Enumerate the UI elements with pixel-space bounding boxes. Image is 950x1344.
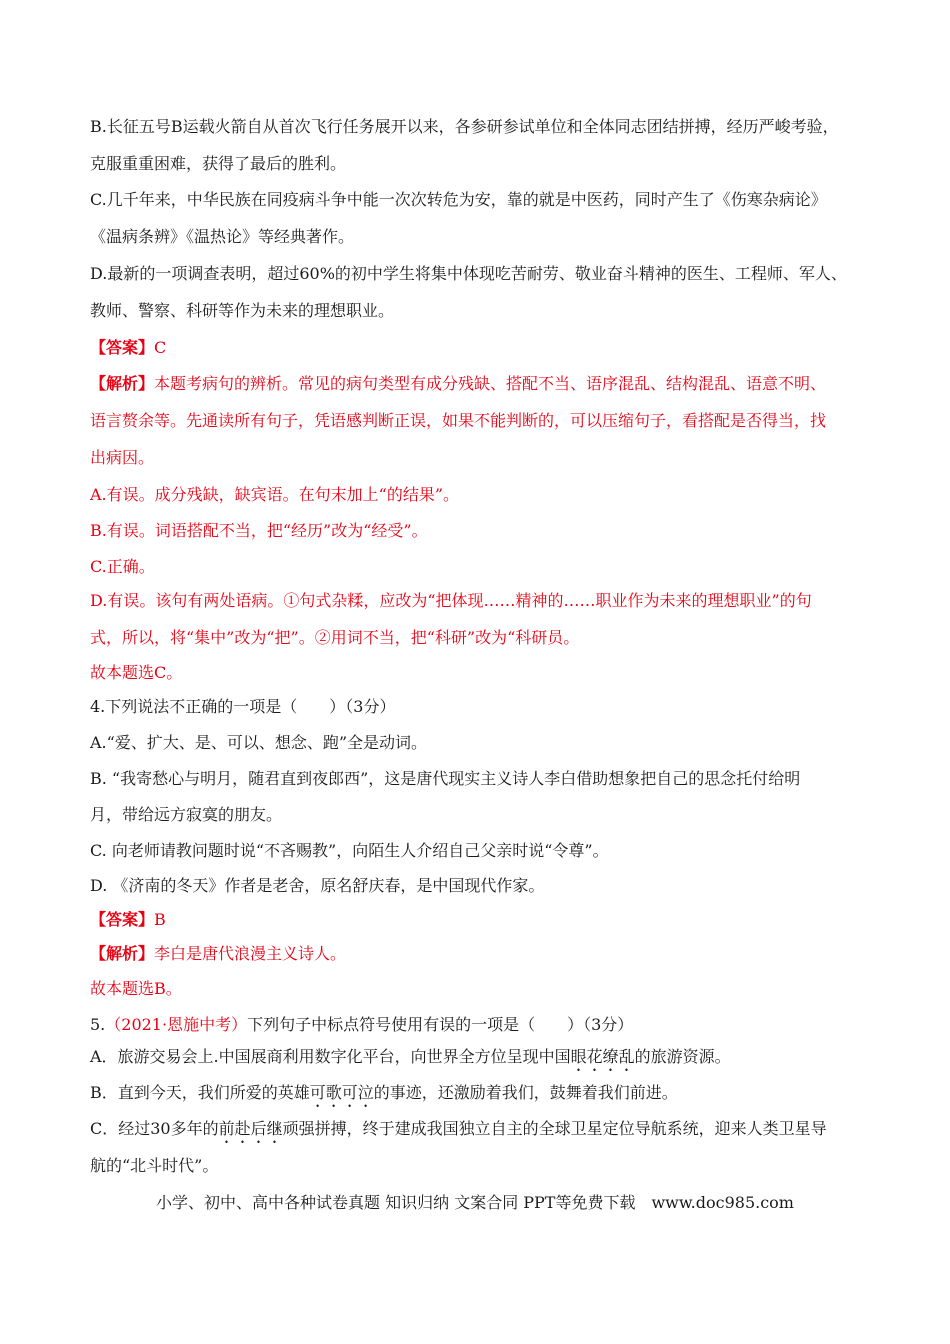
q3-analysis-line3: 出病因。: [90, 448, 155, 467]
q3-option-b-line1: B.长征五号B运载火箭自从首次飞行任务展开以来，各参研参试单位和全体同志团结拼搏，经历严峻考验，: [90, 117, 839, 136]
q4-option-c: C. 向老师请教问题时说“不吝赐教”，向陌生人介绍自己父亲时说“令尊”。: [90, 841, 609, 860]
q5-option-c-line2: 航的“北斗时代”。: [90, 1156, 219, 1175]
q3-option-c-line2: 《温病条辨》《温热论》等经典著作。: [90, 227, 355, 246]
analysis-text: 本题考病句的辨析。常见的病句类型有成分残缺、搭配不当、语序混乱、结构混乱、语意不明、: [154, 374, 827, 393]
q3-analysis-d-line1: D.有误。该句有两处语病。①句式杂糅，应改为“把体现……精神的……职业作为未来的理想职业”的句: [90, 591, 812, 610]
q4-answer: [90, 910, 166, 930]
answer-tag: 【答案】: [90, 910, 155, 929]
question-source: （2021·恩施中考）: [105, 1015, 248, 1034]
option-text: C．经过30多年的: [90, 1119, 219, 1138]
q3-option-d-line2: 教师、警察、科研等作为未来的理想职业。: [90, 301, 395, 320]
option-text-end: 的旅游资源。: [634, 1047, 731, 1066]
emphasized-phrase: 可歌可泣: [309, 1083, 374, 1102]
answer-value: C: [154, 338, 167, 357]
q4-option-a: A.“爱、扩大、是、可以、想念、跑”全是动词。: [90, 733, 428, 752]
option-text-end: 的事迹，还激励着我们，鼓舞着我们前进。: [373, 1083, 678, 1102]
analysis-tag: 【解析】: [90, 374, 155, 393]
q3-analysis-b: B.有误。词语搭配不当，把“经历”改为“经受”。: [90, 521, 428, 540]
q5-option-b: [90, 1083, 678, 1111]
q3-conclusion: 故本题选C。: [90, 663, 183, 682]
q4-option-b-line2: 月，带给远方寂寞的朋友。: [90, 805, 283, 824]
option-text: A．旅游交易会上.中国展商利用数字化平台，向世界全方位呈现中国: [90, 1047, 571, 1066]
page-footer: 小学、初中、高中各种试卷真题 知识归纳 文案合同 PPT等免费下载 www.doc985.com: [156, 1193, 794, 1212]
answer-value: B: [154, 910, 166, 929]
q5-option-a: [90, 1047, 731, 1075]
q3-answer: [90, 338, 166, 358]
emphasized-phrase: 前赴后继: [218, 1119, 283, 1138]
emphasized-phrase: 眼花缭乱: [570, 1047, 635, 1066]
q3-option-d-line1: D.最新的一项调查表明，超过60%的初中学生将集中体现吃苦耐劳、敬业奋斗精神的医生、工程师、军人、: [90, 264, 847, 283]
q4-stem: 4.下列说法不正确的一项是（ ）（3分）: [90, 697, 396, 716]
option-text: B．直到今天，我们所爱的英雄: [90, 1083, 310, 1102]
q5-stem: [90, 1015, 633, 1035]
q3-option-c-line1: C.几千年来，中华民族在同疫病斗争中能一次次转危为安，靠的就是中医药，同时产生了《伤寒杂病论》: [90, 190, 827, 209]
analysis-tag: 【解析】: [90, 944, 155, 963]
q5-option-c-line1: [90, 1119, 827, 1147]
question-text: 下列句子中标点符号使用有误的一项是（ ）（3分）: [247, 1015, 634, 1034]
option-text-end: 顽强拼搏，终于建成我国独立自主的全球卫星定位导航系统，迎来人类卫星导: [282, 1119, 827, 1138]
q4-analysis: [90, 944, 346, 964]
q4-option-d: D. 《济南的冬天》作者是老舍，原名舒庆春，是中国现代作家。: [90, 876, 545, 895]
q3-analysis-line1: [90, 374, 826, 394]
q4-conclusion: 故本题选B。: [90, 979, 182, 998]
q3-analysis-c: C.正确。: [90, 557, 155, 576]
q4-option-b-line1: B. “我寄愁心与明月，随君直到夜郎西”，这是唐代现实主义诗人李白借助想象把自己的思念托付给明: [90, 769, 801, 788]
q3-analysis-line2: 语言赘余等。先通读所有句子，凭语感判断正误，如果不能判断的，可以压缩句子，看搭配是否得当，找: [90, 411, 827, 430]
question-number: 5.: [90, 1015, 106, 1034]
answer-tag: 【答案】: [90, 338, 155, 357]
analysis-text: 李白是唐代浪漫主义诗人。: [154, 944, 347, 963]
q3-option-b-line2: 克服重重困难，获得了最后的胜利。: [90, 154, 347, 173]
q3-analysis-d-line2: 式，所以，将“集中”改为“把”。②用词不当，把“科研”改为“科研员。: [90, 628, 580, 647]
q3-analysis-a: A.有误。成分残缺，缺宾语。在句末加上“的结果”。: [90, 485, 460, 504]
